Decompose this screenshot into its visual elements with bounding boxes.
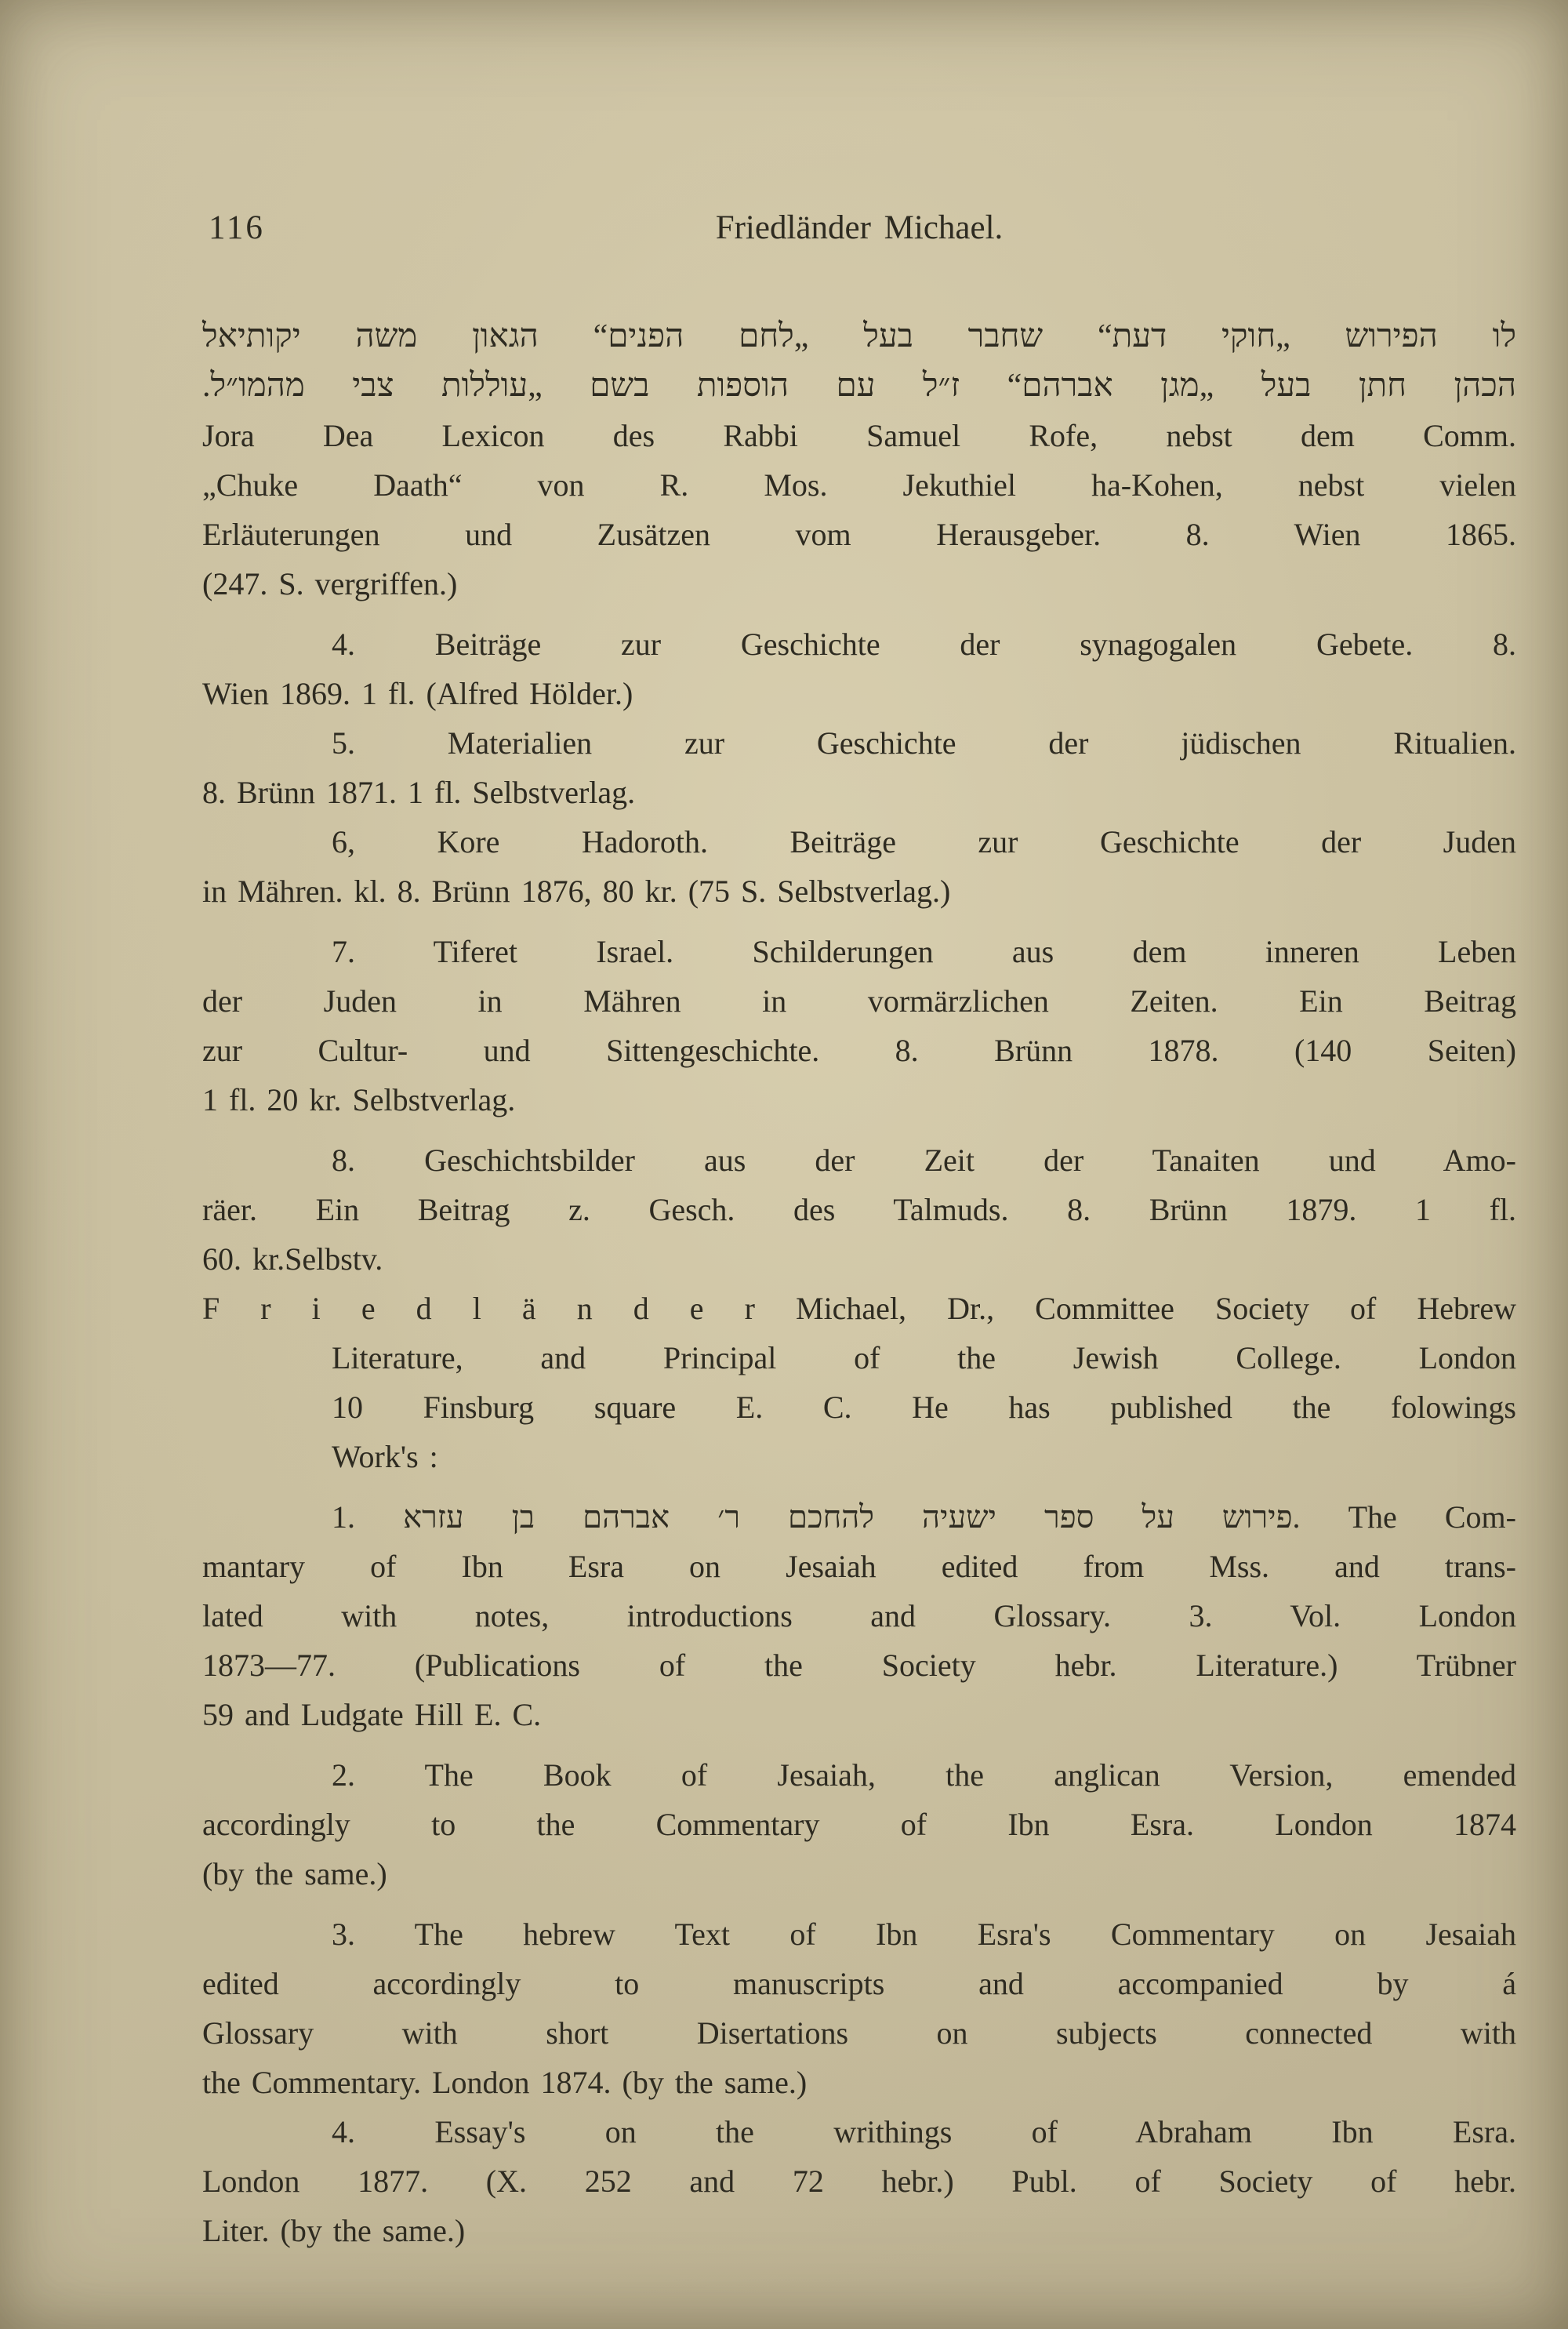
text-line: 60. kr.Selbstv. [202,1241,383,1277]
page-header-row [202,209,1516,263]
text-line: 10 Finsburg square E. C. He has published the folowings [332,1390,1516,1425]
text-line: 59 and Ludgate Hill E. C. [202,1697,542,1732]
text-line: Glossary with short Disertations on subjects connected with [202,2015,1516,2051]
text-line: the Commentary. London 1874. (by the same.) [202,2065,808,2100]
text-line: in Mähren. kl. 8. Brünn 1876, 80 kr. (75 S. Selbstverlag.) [202,874,951,909]
bibliography-item-7 [202,927,1516,1125]
bibliography-item-en-3 [202,1909,1516,2107]
bibliography-item-8 [202,1135,1516,1284]
text-line: lated with notes, introductions and Glossary. 3. Vol. London [202,1598,1516,1633]
text-line: „Chuke Daath“ von R. Mos. Jekuthiel ha-Kohen, nebst vielen [202,467,1516,503]
text-line: Jora Dea Lexicon des Rabbi Samuel Rofe, nebst dem Comm. [202,418,1516,453]
text-line: räer. Ein Beitrag z. Gesch. des Talmuds. 8. Brünn 1879. 1 fl. [202,1192,1516,1227]
text-line: 4. Beiträge zur Geschichte der synagogalen Gebete. 8. [332,627,1516,662]
text-line: 7. Tiferet Israel. Schilderungen aus dem inneren Leben [332,934,1516,969]
bibliography-item-en-4 [202,2107,1516,2255]
text-line: 2. The Book of Jesaiah, the anglican Version, emended [332,1757,1516,1793]
bibliography-item-6 [202,817,1516,916]
text-line: (by the same.) [202,1856,387,1891]
text-line: 1 fl. 20 kr. Selbstverlag. [202,1082,516,1117]
bibliography-item-en-2 [202,1750,1516,1898]
text-line: edited accordingly to manuscripts and accompanied by á [202,1966,1516,2001]
text-line: 1873—77. (Publications of the Society hebr. Literature.) Trübner [202,1648,1516,1683]
text-line: mantary of Ibn Esra on Jesaiah edited from Mss. and trans- [202,1549,1516,1584]
text-line: 5. Materialien zur Geschichte der jüdischen Ritualien. [332,725,1516,761]
text-line: (247. S. vergriffen.) [202,566,458,601]
text-line: 8. Geschichtsbilder aus der Zeit der Tanaiten und Amo- [332,1143,1516,1178]
text-line: Erläuterungen und Zusätzen vom Herausgeber. 8. Wien 1865. [202,517,1516,552]
text-line: London 1877. (X. 252 and 72 hebr.) Publ. of Society of hebr. [202,2164,1516,2199]
text-line: 4. Essay's on the writhings of Abraham Ibn Esra. [332,2114,1516,2149]
text-line: לו הפירוש „חוקי דעת“ שחבר בעל „לחם הפנים“ הגאון משה יקותיאל [202,318,1516,354]
page-number: 116 [209,209,265,246]
text-line: Liter. (by the same.) [202,2213,466,2248]
bibliography-item-3-continuation [202,312,1516,609]
text-line: Literature, and Principal of the Jewish College. London [332,1340,1516,1375]
bibliography-item-5 [202,718,1516,817]
text-line: accordingly to the Commentary of Ibn Esra. London 1874 [202,1807,1516,1842]
page-content [202,312,1516,2255]
text-line: 6, Kore Hadoroth. Beiträge zur Geschichte der Juden [332,824,1516,859]
text-line: Wien 1869. 1 fl. (Alfred Hölder.) [202,676,633,711]
text-line: 3. The hebrew Text of Ibn Esra's Commentary on Jesaiah [332,1917,1516,1952]
running-header: Friedländer Michael. [715,209,1004,246]
text-line: 8. Brünn 1871. 1 fl. Selbstverlag. [202,775,636,810]
text-line: 1. פירוש על ספר ישעיה להחכם ר׳ אברהם בן עזרא. The Com- [332,1499,1516,1535]
text-line: zur Cultur- und Sittengeschichte. 8. Brünn 1878. (140 Seiten) [202,1033,1516,1068]
entry-friedlaender-michael [202,1284,1516,1481]
text-line: Work's : [332,1439,438,1474]
text-line: der Juden in Mähren in vormärzlichen Zeiten. Ein Beitrag [202,983,1516,1019]
bibliography-item-4 [202,619,1516,718]
text-line: הכהן חתן בעל „מגן אברהם“ ז״ל עם הוספות בשם „עוללות צבי מהמו״ל. [202,368,1516,404]
bibliography-item-en-1 [202,1492,1516,1739]
text-line: F r i e d l ä n d e r Michael, Dr., Committee Society of Hebrew [202,1291,1516,1326]
